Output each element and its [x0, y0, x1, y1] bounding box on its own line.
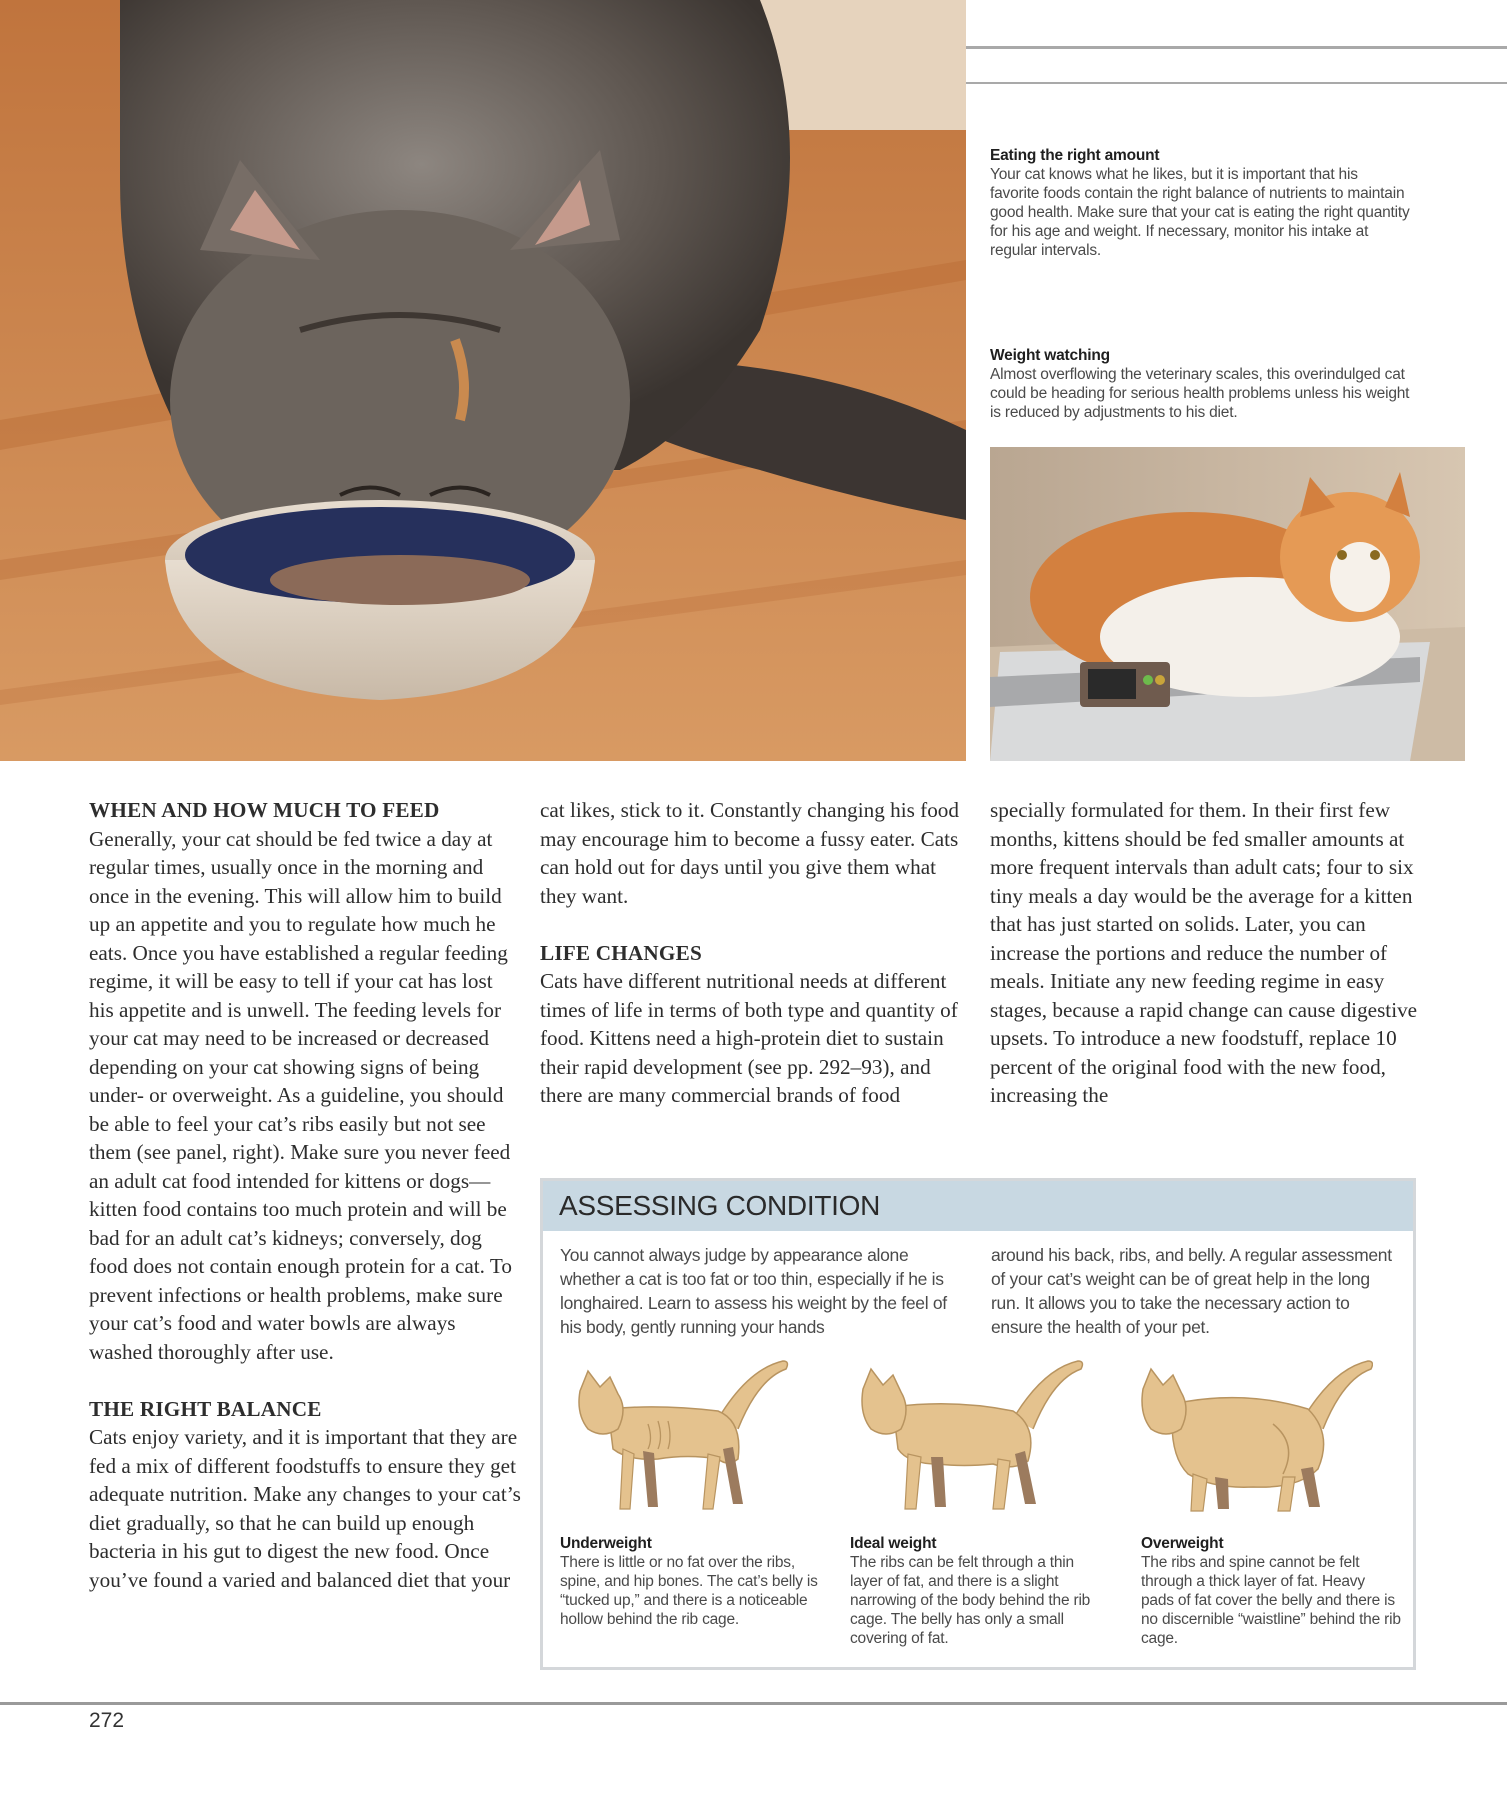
caption-eating — [990, 146, 1410, 260]
text-column-1 — [89, 796, 521, 1594]
paragraph-life-part1: Cats have different nutritional needs at different times of life in terms of both type and quantity of food. Kittens need a high-protein diet to sustain their rapid development (see pp. 292–93), and there are many commercial brands of food — [540, 969, 958, 1107]
heading-the-right-balance: THE RIGHT BALANCE — [89, 1396, 322, 1421]
caption-weight — [990, 346, 1420, 422]
paragraph-balance-part2: cat likes, stick to it. Constantly changing his food may encourage him to become a fussy eater. Cats can hold out for days until you give them what they want. — [540, 798, 959, 908]
condition-underweight-body: There is little or no fat over the ribs, spine, and hip bones. The cat’s belly is “tucked up,” and there is a noticeable hollow behind the rib cage. — [560, 1554, 818, 1628]
paragraph-feed: Generally, your cat should be fed twice a day at regular times, usually once in the morning and once in the evening. This will allow him to build up an appetite and you to regulate how much he eats. Once you have established a regular feeding regime, it will be easy to tell if your cat has lost his appetite and is unwell. The feeding levels for your cat may need to be increased or decreased depending on your cat showing signs of being under- or overweight. As a guideline, you should be able to feel your cat’s ribs easily but not see them (see panel, right). Make sure you never feed an adult cat food intended for kittens or dogs—kitten food contains too much protein and will be bad for an adult cat’s kidneys; conversely, dog food does not contain enough protein for a cat. To prevent infections or health problems, make sure your cat’s food and water bowls are always washed thoroughly after use. — [89, 826, 512, 1364]
caption-eating-body: Your cat knows what he likes, but it is important that his favorite foods contain the right balance of nutrients to maintain good health. Make sure that your cat is eating the right quantity for his age and weight. If necessary, monitor his intake at regular intervals. — [990, 166, 1410, 259]
text-column-2 — [540, 796, 972, 1110]
top-rule — [966, 46, 1507, 49]
caption-eating-title: Eating the right amount — [990, 147, 1160, 164]
ideal-weight-cat-illustration — [853, 1349, 1093, 1517]
cat-eating-photo — [0, 0, 966, 761]
caption-weight-body: Almost overflowing the veterinary scales, this overindulged cat could be heading for serious health problems unless his weight is reduced by adjustments to his diet. — [990, 366, 1410, 421]
condition-overweight-body: The ribs and spine cannot be felt through a thick layer of fat. Heavy pads of fat cover the belly and there is no discernible “waistline” behind the rib cage. — [1141, 1554, 1401, 1647]
cat-on-scale-photo — [990, 447, 1465, 761]
paragraph-balance-part1: Cats enjoy variety, and it is important that they are fed a mix of different foodstuffs to ensure they get adequate nutrition. Make any changes to your cat’s diet gradually, so that he can build up enough bacteria in his gut to digest the new food. Once you’ve found a varied and balanced diet that your — [89, 1425, 521, 1592]
condition-ideal-title: Ideal weight — [850, 1535, 937, 1552]
condition-overweight — [1141, 1534, 1401, 1648]
condition-overweight-title: Overweight — [1141, 1535, 1224, 1552]
condition-underweight-title: Underweight — [560, 1535, 652, 1552]
panel-title: ASSESSING CONDITION — [543, 1181, 1413, 1231]
paragraph-life-part2: specially formulated for them. In their first few months, kittens should be fed smaller amounts at more frequent intervals than adult cats; four to six tiny meals a day would be the average for a kitten that has just started on solids. Later, you can increase the portions and reduce the number of meals. Initiate any new feeding regime in easy stages, because a rapid change can cause digestive upsets. To introduce a new foodstuff, replace 10 percent of the original food with the new food, increasing the — [990, 798, 1418, 1107]
condition-ideal-weight — [850, 1534, 1110, 1648]
caption-weight-title: Weight watching — [990, 347, 1110, 364]
heading-life-changes: LIFE CHANGES — [540, 940, 702, 965]
overweight-cat-illustration — [1133, 1349, 1373, 1517]
condition-underweight — [560, 1534, 820, 1629]
assessing-condition-panel — [540, 1178, 1416, 1670]
condition-ideal-body: The ribs can be felt through a thin layer of fat, and there is a slight narrowing of the body behind the rib cage. The belly has only a small covering of fat. — [850, 1554, 1091, 1647]
text-column-3 — [990, 796, 1422, 1110]
underweight-cat-illustration — [568, 1349, 808, 1517]
panel-intro-right: around his back, ribs, and belly. A regular assessment of your cat’s weight can be of great help in the long run. It allows you to take the necessary action to ensure the health of your pet. — [991, 1245, 1392, 1337]
heading-when-and-how-much-to-feed: WHEN AND HOW MUCH TO FEED — [89, 798, 440, 822]
page-number: 272 — [89, 1709, 125, 1732]
footer-rule — [0, 1702, 1507, 1705]
top-rule-secondary — [966, 82, 1507, 84]
panel-intro-left: You cannot always judge by appearance alone whether a cat is too fat or too thin, especially if he is longhaired. Learn to assess his weight by the feel of his body, gently running your hands — [560, 1245, 947, 1337]
